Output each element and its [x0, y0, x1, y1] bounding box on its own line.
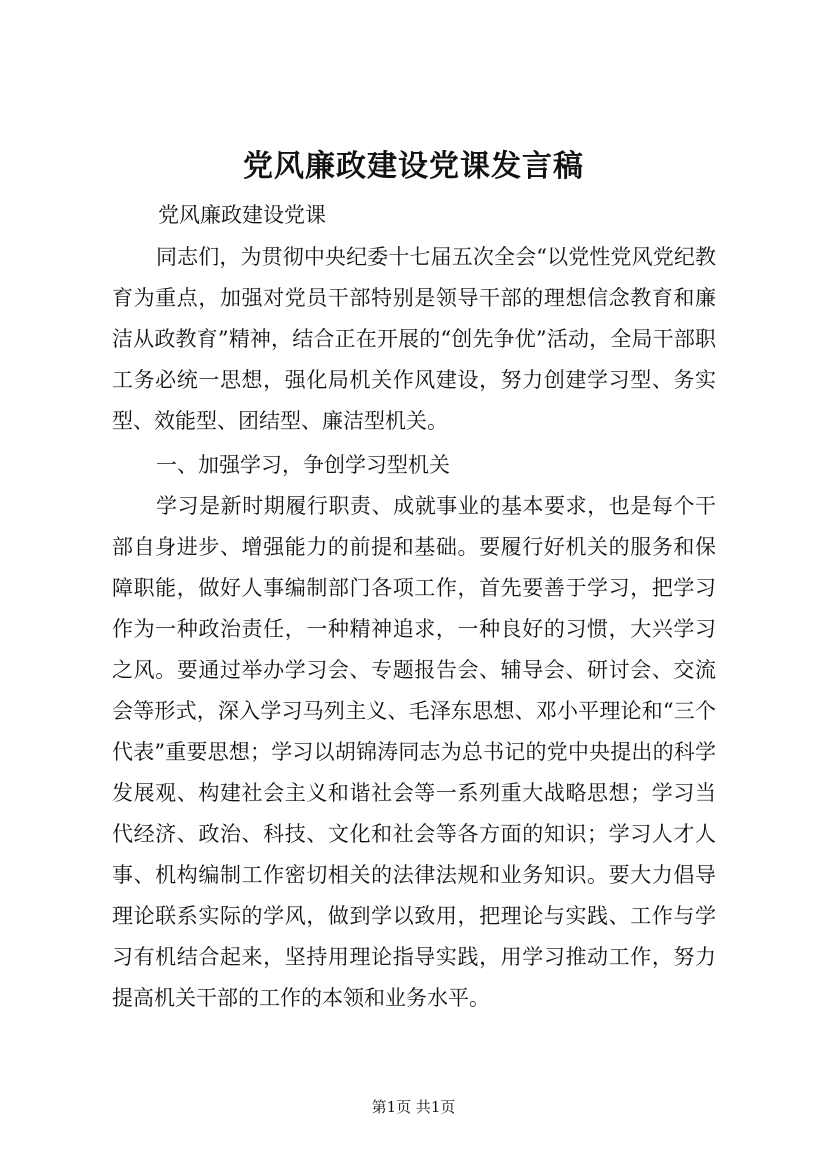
- document-title: 党风廉政建设党课发言稿: [243, 149, 584, 184]
- paragraph-intro: 同志们，为贯彻中央纪委十七届五次全会“以党性党风党纪教育为重点，加强对党员干部特别是领导干部的理想信念教育和廉洁从政教育”精神，结合正在开展的“创先争优”活动，全局干部职工务必统一思想，强化局机关作风建设，努力创建学习型、务实型、效能型、团结型、廉洁型机关。: [112, 245, 716, 433]
- page-footer: 第1页 共1页: [371, 1098, 456, 1116]
- paragraph-study: 学习是新时期履行职责、成就事业的基本要求，也是每个干部自身进步、增强能力的前提和基础。要履行好机关的服务和保障职能，做好人事编制部门各项工作，首先要善于学习，把学习作为一种政治责任，一种精神追求，一种良好的习惯，大兴学习之风。要通过举办学习会、专题报告会、辅导会、研讨会、交流会等形式，深入学习马列主义、毛泽东思想、邓小平理论和“三个代表”重要思想；学习以胡锦涛同志为总书记的党中央提出的科学发展观、构建社会主义和谐社会等一系列重大战略思想；学习当代经济、政治、科技、文化和社会等各方面的知识；学习人才人事、机构编制工作密切相关的法律法规和业务知识。要大力倡导理论联系实际的学风，做到学以致用，把理论与实践、工作与学习有机结合起来，坚持用理论指导实践，用学习推动工作，努力提高机关干部的工作的本领和业务水平。: [112, 494, 716, 1010]
- document-subtitle: 党风廉政建设党课: [158, 203, 326, 227]
- section-heading: 一、加强学习，争创学习型机关: [156, 453, 450, 477]
